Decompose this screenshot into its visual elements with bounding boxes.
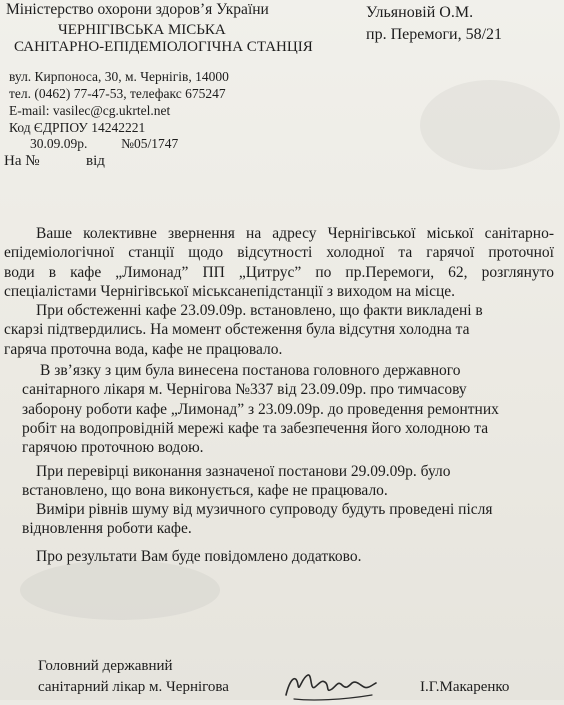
body-line: робіт на водопровідній мережі кафе та забезпечення його холодною та [22,419,489,437]
signatory-name: І.Г.Макаренко [420,679,510,695]
body-line: При перевірці виконання зазначеної постанови 29.09.09р. було [36,462,451,480]
station-address: вул. Кирпоноса, 30, м. Чернігів, 14000 [9,69,229,84]
paragraph [22,462,554,501]
station-name-line2: САНІТАРНО-ЕПІДЕМІОЛОГІЧНА СТАНЦІЯ [14,39,313,55]
body-line: заборону роботи кафе „Лимонад” з 23.09.09р. до проведення ремонтних [22,400,499,418]
recipient-block [366,2,502,46]
body-line: води в кафе „Лимонад” ПП „Цитрус” по пр.Перемоги, 62, розглянуто [4,263,554,281]
body-line: спеціалістами Чернігівської міськсанепідстанції з виходом на місце. [4,282,456,300]
station-name-line1: ЧЕРНІГІВСЬКА МІСЬКА [58,22,226,38]
body-line: епідеміологічної станції щодо відсутності холодної та гарячої проточної [4,244,554,262]
station-code: Код ЄДРПОУ 14242221 [9,120,146,135]
recipient-address: пр. Перемоги, 58/21 [366,26,503,43]
reference-date-label: від [86,153,105,169]
letter-body [4,224,554,566]
outgoing-date-number: 30.09.09р. №05/1747 [30,136,179,151]
handwritten-signature [282,665,378,705]
body-line: При обстеженні кафе 23.09.09р. встановлено, що факти викладені в [36,302,483,320]
paper-smudge [420,80,560,170]
body-line: Про результати Вам буде повідомлено додатково. [36,547,362,565]
body-line: Виміри рівнів шуму від музичного супроводу будуть проведені після [36,501,493,519]
body-line: гаряча проточна вода, кафе не працювало. [4,340,283,358]
paragraph [36,547,554,566]
signatory-title-line2: санітарний лікар м. Чернігова [38,679,229,695]
paragraph [4,301,554,359]
body-line: встановлено, що вона виконується, кафе не працювало. [22,481,388,499]
paragraph [22,361,554,457]
body-line: В зв’язку з цим була винесена постанова головного державного [40,362,461,380]
station-email: E-mail: vasilec@cg.ukrtel.net [9,103,171,118]
body-line: санітарного лікаря м. Чернігова №337 від 23.09.09р. про тимчасову [22,381,467,399]
body-line: скарзі підтвердились. На момент обстеження була відсутня холодна та [4,321,470,339]
body-line: відновлення роботи кафе. [22,520,192,538]
station-phone: тел. (0462) 77-47-53, телефакс 675247 [9,86,226,101]
paragraph [22,500,554,539]
body-line: Ваше колективне звернення на адресу Чернігівської міської санітарно- [36,225,554,242]
body-line: гарячою проточною водою. [22,439,204,457]
signatory-title-line1: Головний державний [38,658,173,674]
recipient-name: Ульяновій О.М. [366,4,474,21]
reference-number-label: На № [4,153,40,169]
paragraph [4,224,554,301]
ministry-name: Міністерство охорони здоров’я України [6,1,269,18]
paper-smudge [20,560,220,620]
